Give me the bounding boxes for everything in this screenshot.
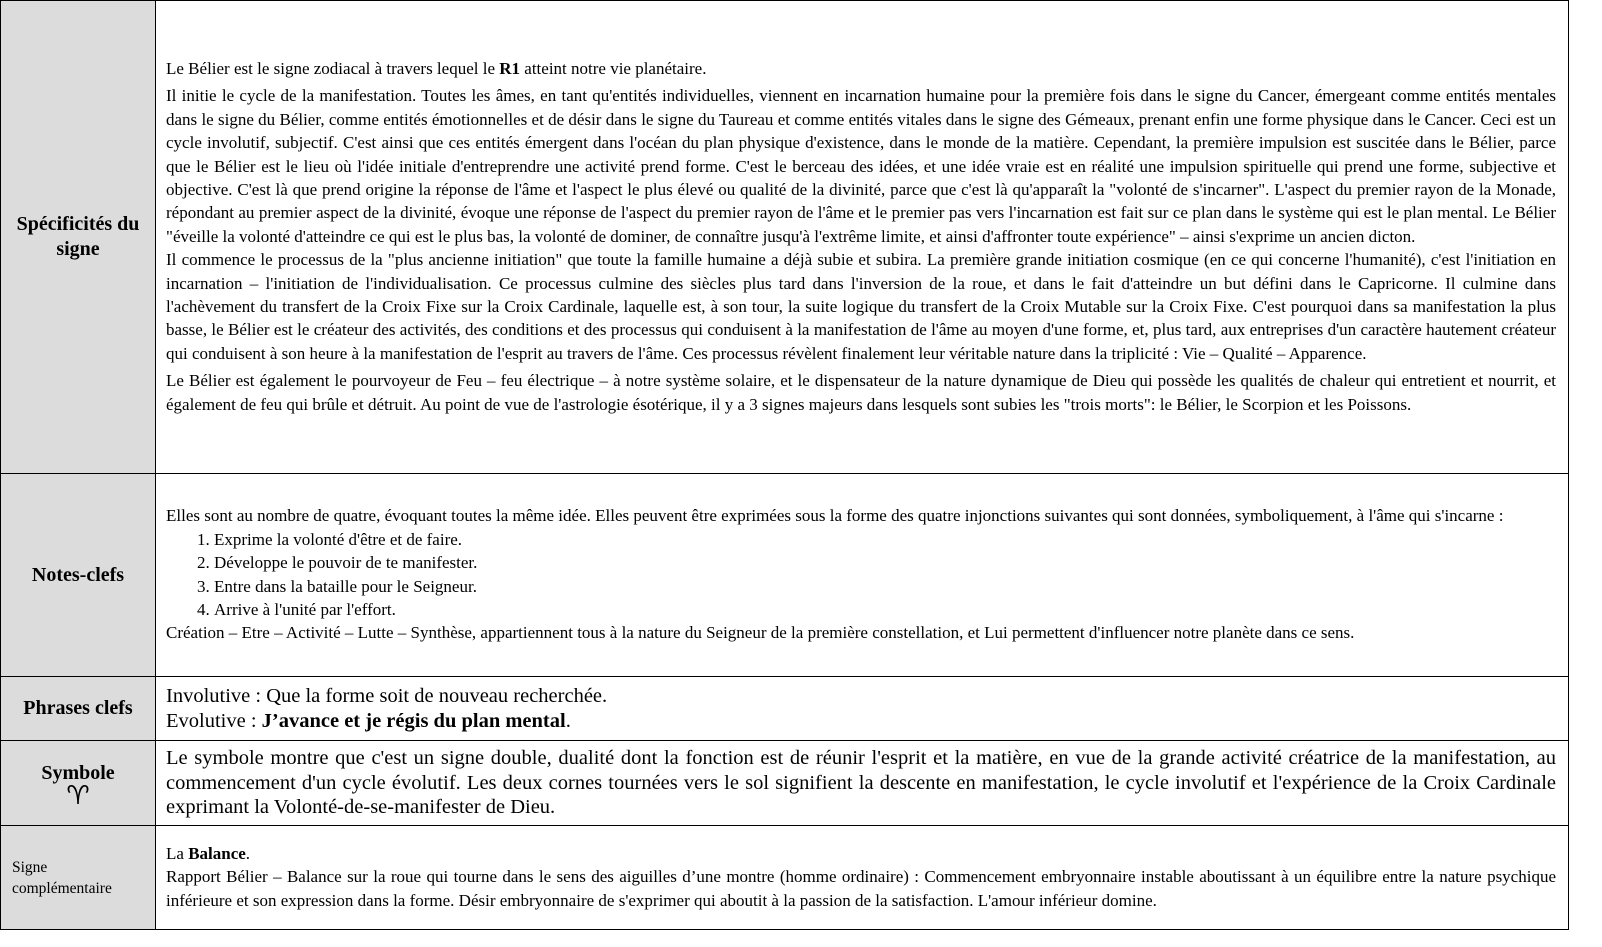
complementaire-sign	[166, 842, 1556, 865]
complementaire-text: Rapport Bélier – Balance sur la roue qui tourne dans le sens des aiguilles d’une montre (homme ordinaire) : Commencement embryonnaire instable aboutissant à un équilibre entre la nature psychique inférieure et son expression dans la forme. Désir embryonnaire de s'exprimer qui aboutit à la passion de la satisfaction. L'amour inférieur domine.	[166, 867, 1556, 910]
row-symbole	[1, 741, 1569, 826]
complementaire-prefix: La	[166, 843, 189, 863]
evolutive-end: .	[565, 709, 571, 732]
row-complementaire	[1, 826, 1569, 930]
content-symbole	[156, 741, 1569, 826]
row-notes	[1, 474, 1569, 677]
label-specificites: Spécificités du signe	[1, 1, 156, 474]
list-item: 2. Développe le pouvoir de te manifester.	[214, 551, 1556, 574]
phrase-evolutive	[166, 709, 1556, 734]
row-specificites	[1, 1, 1569, 474]
content-complementaire	[156, 826, 1569, 930]
list-item: 3. Entre dans la bataille pour le Seigneur.	[214, 575, 1556, 598]
phrase-involutive: Involutive : Que la forme soit de nouveau recherchée.	[166, 685, 608, 707]
label-phrases: Phrases clefs	[1, 677, 156, 741]
list-item: 4. Arrive à l'unité par l'effort.	[214, 598, 1556, 621]
row-phrases	[1, 677, 1569, 741]
evolutive-prefix: Evolutive :	[166, 709, 262, 732]
notes-outro: Création – Etre – Activité – Lutte – Synthèse, appartiennent tous à la nature du Seigneur de la première constellation, et Lui permettent d'influencer notre planète dans ce sens.	[166, 623, 1355, 643]
notes-list	[166, 528, 1556, 622]
p1-text-end: atteint notre vie planétaire.	[520, 58, 707, 78]
label-complementaire: Signe complémentaire	[1, 826, 156, 930]
specificites-paragraph-2: Il initie le cycle de la manifestation. Toutes les âmes, en tant qu'entités individuelles, viennent en incarnation humaine pour la première fois dans le signe du Cancer, émergeant comme entités mentales dans le signe du Bélier, comme entités émotionnelles et de désir dans le signe du Taureau et comme entités vitales dans le signe des Gémeaux, prenant enfin une forme physique dans le Cancer. Ceci est un cycle involutif, subjectif. C'est ainsi que ces entités émergent dans l'océan du plan physique d'existence, dans le monde de la matière. Cependant, la première impulsion est suscitée dans le Bélier, parce que le Bélier est le lieu où l'idée initiale d'entreprendre une activité prend forme. C'est le berceau des idées, et une idée vraie est en réalité une impulsion spirituelle qui prend une forme, subjective et objective. C'est là que prend origine la réponse de l'âme et l'aspect le plus élevé ou qualité de la divinité, parce que c'est là qu'apparaît la "volonté de s'incarner". L'aspect du premier rayon de la Monade, répondant au premier aspect de la divinité, évoque une réponse de l'aspect du premier rayon de l'âme et le premier pas vers l'incarnation est fait sur ce plan dans le système qui est le plan mental. Le Bélier "éveille la volonté d'atteindre ce qui est le plus bas, la volonté de dominer, de connaître jusqu'à l'extrême limite, et ainsi d'affronter toute expérience" – ainsi s'exprime un ancien dicton.	[166, 86, 1556, 246]
list-item: 1. Exprime la volonté d'être et de faire.	[214, 528, 1556, 551]
label-symbole	[1, 741, 156, 826]
symbole-label: Symbole	[41, 761, 115, 784]
aries-glyph-icon: ♈	[66, 780, 90, 811]
notes-intro: Elles sont au nombre de quatre, évoquant toutes la même idée. Elles peuvent être exprimées sous la forme des quatre injonctions suivantes qui sont données, symboliquement, à l'âme qui s'incarne :	[166, 506, 1504, 526]
label-notes: Notes-clefs	[1, 474, 156, 677]
specificites-paragraph-1	[166, 57, 1556, 80]
content-notes	[156, 474, 1569, 677]
complementaire-end: .	[245, 843, 251, 863]
ray-marker: R1	[499, 58, 521, 78]
symbole-text: Le symbole montre que c'est un signe double, dualité dont la fonction est de réunir l'esprit et la matière, en vue de la grande activité créatrice de la manifestation, au commencement d'un cycle évolutif. Les deux cornes tournées vers le sol signifient la descente en manifestation, le cycle involutif et l'expérience de la Croix Cardinale exprimant la Volonté-de-se-manifester de Dieu.	[166, 747, 1556, 819]
evolutive-phrase: J’avance et je régis du plan mental	[261, 709, 566, 732]
specificites-paragraph-3: Il commence le processus de la "plus ancienne initiation" que toute la famille humaine a déjà subie et subira. La première grande initiation cosmique (en ce qui concerne l'humanité), c'est l'initiation en incarnation – l'initiation de l'individualisation. Ce processus culmine des siècles plus tard dans l'inversion de la roue, et dans le fait d'atteindre un but défini dans le Capricorne. Il culmine dans l'achèvement du transfert de la Croix Fixe sur la Croix Cardinale, laquelle est, à son tour, la suite logique du transfert de la Croix Mutable sur la Croix Fixe. C'est pourquoi dans sa manifestation la plus basse, le Bélier est le créateur des activités, des conditions et des processus qui conduisent à la manifestation de l'âme au moyen d'une forme, et, plus tard, aux entreprises d'un caractère hautement créateur qui conduisent à son heure à la manifestation de l'esprit au travers de l'âme. Ces processus révèlent finalement leur véritable nature dans la triplicité : Vie – Qualité – Apparence.	[166, 250, 1556, 363]
content-specificites	[156, 1, 1569, 474]
specificites-paragraph-4: Le Bélier est également le pourvoyeur de Feu – feu électrique – à notre système solaire, et le dispensateur de la nature dynamique de Dieu qui possède les qualités de chaleur qui entretient et nourrit, et également de feu qui brûle et détruit. Au point de vue de l'astrologie ésotérique, il y a 3 signes majeurs dans lesquels sont subies les "trois morts": le Bélier, le Scorpion et les Poissons.	[166, 371, 1556, 414]
p1-text: Le Bélier est le signe zodiacal à travers lequel le	[166, 58, 500, 78]
content-phrases	[156, 677, 1569, 741]
complementaire-sign-name: Balance	[188, 843, 246, 863]
